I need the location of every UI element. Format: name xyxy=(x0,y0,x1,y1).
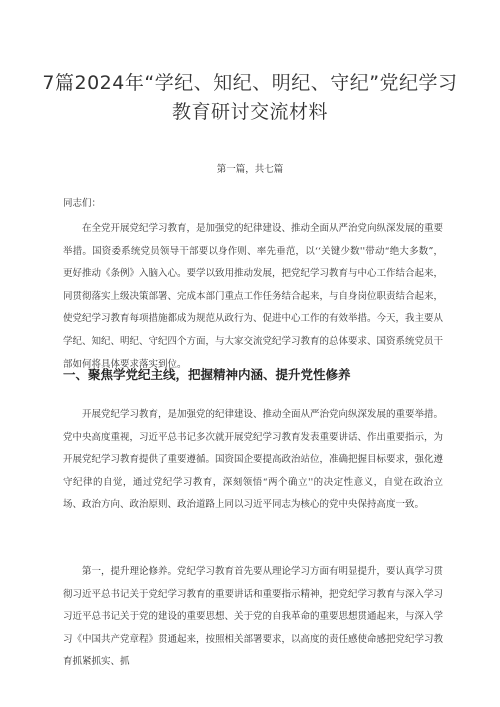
greeting: 同志们： xyxy=(63,198,102,209)
paragraph-intro: 在全党开展党纪学习教育，是加强党的纪律建设、推动全面从严治党向纵深发展的重要举措。国资委系统党员领导干部要以身作则、率先垂范，以‘‘关键少数''带动“绝大多数”，更好推动《条例》入脑入心。要学以致用推动发展，把党纪学习教育与中心工作结合起来，同贯彻落实上级决策部署、完成本部门重点工作任务结合起来，与自身岗位职责结合起来，使党纪学习教育每项措施都成为规范从政行为、促进中心工作的有效举措。今天，我主要从学纪、知纪、明纪、守纪四个方面，与大家交流党纪学习教育的总体要求、国资系统党员干部如何将具体要求落实到位。 xyxy=(63,223,444,370)
document-title-line-1: 7篇2024年“学纪、知纪、明纪、守纪”党纪学习 xyxy=(42,72,458,94)
document-title-line-2: 教育研讨交流材料 xyxy=(171,101,328,123)
part-label: 第一篇，共七篇 xyxy=(216,164,284,175)
paragraph-point-1: 第一，提升理论修养。党纪学习教育首先要从理论学习方面有明显提升，要认真学习贯彻习近平总书记关于党纪学习教育的重要讲话和重要指示精神，把党纪学习教育与深入学习习近平总书记关于党的建设的重要思想、关于党的自我革命的重要思想贯通起来，与深入学习《中国共产党章程》贯通起来，按照相关部署要求，以高度的责任感使命感把党纪学习教育抓紧抓实、抓 xyxy=(63,566,444,668)
section-heading-1: 一、聚焦学党纪主线，把握精神内涵、提升党性修养 xyxy=(63,367,351,382)
paragraph-section-1: 开展党纪学习教育，是加强党的纪律建设、推动全面从严治党向纵深发展的重要举措。党中央高度重视，习近平总书记多次就开展党纪学习教育发表重要讲话、作出重要指示，为开展党纪学习教育提供了重要遵循。国资国企要提高政治站位，准确把握目标要求，强化遵守纪律的自觉，通过党纪学习教育，深刻领悟“两个确立''的决定性意义，自觉在政治立场、政治方向、政治原则、政治道路上同以习近平同志为核心的党中央保持高度一致。 xyxy=(63,409,444,511)
